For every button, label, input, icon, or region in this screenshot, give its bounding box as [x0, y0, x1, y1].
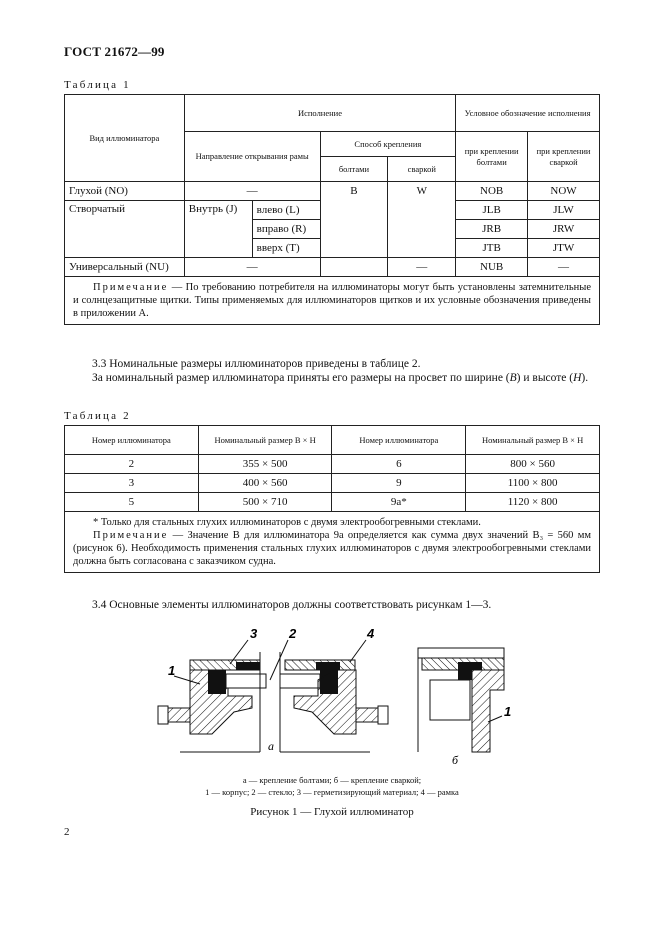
t1-note-text: — По требованию потребителя на иллюминаторы могут быть установлены затемнительные и солнцезащитные щитки. Типы применяемых для иллюминаторов щитков и их условные обозначения приведены в приложении А. — [73, 282, 591, 319]
t1-h-sposob: Способ крепления — [320, 132, 456, 157]
t2-note-text: — Значение B для иллюминатора 9а определяется как сумма двух значений B₃ = 560 мм (рисунок 6). Необходимость применения стальных глухих иллюминаторов с двумя электрообогревными стеклами должна быть согласована с заказчиком судна. — [73, 530, 591, 567]
p2-H: H — [573, 372, 582, 384]
t2-r1-n2: 6 — [332, 455, 466, 474]
figure1-title: Рисунок 1 — Глухой иллюминатор — [250, 806, 414, 818]
t2-r1-s1: 355 × 500 — [198, 455, 332, 474]
t2-r2-n1: 3 — [65, 474, 199, 493]
t1-h-pri-svarkoy: при креплении сваркой — [528, 132, 600, 182]
p2-c: ). — [581, 372, 589, 384]
t2-r1-s2: 800 × 560 — [466, 455, 600, 474]
document-header: ГОСТ 21672—99 — [64, 44, 165, 59]
t1-r2-vnutr: Внутрь (J) — [184, 201, 252, 258]
t2-r1-n1: 2 — [65, 455, 199, 474]
p2-B: B — [509, 372, 517, 384]
figure1-legend-2: 1 — корпус; 2 — стекло; 3 — герметизирующий материал; 4 — рамка — [205, 787, 459, 797]
t1-h-uslovnoe: Условное обозначение исполнения — [456, 95, 600, 132]
figure1-drawing — [140, 622, 520, 774]
p2-b: ) и высоте ( — [516, 372, 574, 384]
t1-r2-vid: Створчатый — [65, 201, 185, 258]
page-number: 2 — [64, 826, 70, 838]
fig-label-2: 2 — [289, 626, 297, 641]
t2-r3-n1: 5 — [65, 493, 199, 512]
t2-h-nomer2: Номер иллюминатора — [332, 426, 466, 455]
section-3-4: 3.4 Основные элементы иллюминаторов должны соответствовать рисункам 1—3. — [92, 599, 492, 611]
t1-r5-svar: — — [388, 258, 456, 277]
t2-r3-n2: 9а* — [332, 493, 466, 512]
t1-r5-os: — — [528, 258, 600, 277]
t1-r5-ob: NUB — [456, 258, 528, 277]
t1-r2-dir: влево (L) — [252, 201, 320, 220]
t1-r2-ob: JLB — [456, 201, 528, 220]
t2-note — [73, 529, 591, 568]
figure-a — [158, 626, 388, 753]
t1-h-ispolnenie: Исполнение — [184, 95, 455, 132]
t1-h-pri-boltami: при креплении болтами — [456, 132, 528, 182]
t2-h-razmer1: Номинальный размер B × H — [198, 426, 332, 455]
section-3-3-p2 — [64, 371, 600, 385]
table2-caption: Таблица 2 — [64, 410, 131, 422]
t2-notes — [65, 512, 600, 573]
t2-footnote: * Только для стальных глухих иллюминаторов с двумя электрообогревными стеклами. — [93, 517, 481, 528]
fig-label-1: 1 — [168, 663, 176, 678]
t2-r3-s2: 1120 × 800 — [466, 493, 600, 512]
t2-r3-s1: 500 × 710 — [198, 493, 332, 512]
t1-r3-dir: вправо (R) — [252, 220, 320, 239]
t2-r2-s2: 1100 × 800 — [466, 474, 600, 493]
table2 — [64, 425, 600, 573]
t2-r2-s1: 400 × 560 — [198, 474, 332, 493]
t1-h-svarkoy: сваркой — [388, 157, 456, 182]
t1-r1-napr: — — [184, 182, 320, 201]
t1-r4-os: JTW — [528, 239, 600, 258]
section-3-3-p1: 3.3 Номинальные размеры иллюминаторов приведены в таблице 2. — [92, 358, 421, 370]
t1-h-napravlenie: Направление открывания рамы — [184, 132, 320, 182]
fig-label-4: 4 — [367, 626, 375, 641]
t2-h-razmer2: Номинальный размер B × H — [466, 426, 600, 455]
t1-r5-vid: Универсальный (NU) — [65, 258, 185, 277]
t1-note — [65, 277, 600, 325]
figure-b — [418, 648, 511, 767]
t1-r1-ob: NOB — [456, 182, 528, 201]
fig-label-b: б — [452, 753, 459, 767]
p2-a: За номинальный размер иллюминатора приняты его размеры на просвет по ширине ( — [92, 372, 510, 384]
table1-caption: Таблица 1 — [64, 79, 131, 91]
t1-r1-os: NOW — [528, 182, 600, 201]
t1-r4-ob: JTB — [456, 239, 528, 258]
fig-label-1b: 1 — [504, 704, 512, 719]
t1-svar: W — [388, 182, 456, 258]
t1-bolt: B — [320, 182, 388, 258]
t1-h-boltami: болтами — [320, 157, 388, 182]
t1-r3-os: JRW — [528, 220, 600, 239]
table1 — [64, 94, 600, 325]
fig-label-3: 3 — [250, 626, 258, 641]
fig-label-a: а — [268, 739, 274, 753]
section-3-3 — [64, 357, 600, 385]
t1-r1-vid: Глухой (NO) — [65, 182, 185, 201]
t2-h-nomer1: Номер иллюминатора — [65, 426, 199, 455]
t1-r5-napr: — — [184, 258, 320, 277]
t1-r3-ob: JRB — [456, 220, 528, 239]
t1-r4-dir: вверх (T) — [252, 239, 320, 258]
t1-note-word: Примечание — [93, 282, 169, 293]
t2-r2-n2: 9 — [332, 474, 466, 493]
t1-r2-os: JLW — [528, 201, 600, 220]
t1-r5-bolt — [320, 258, 388, 277]
figure1-legend-1: а — крепление болтами; б — крепление сваркой; — [242, 775, 422, 785]
t2-note-word: Примечание — [93, 530, 169, 541]
t1-h-vid: Вид иллюминатора — [65, 95, 185, 182]
